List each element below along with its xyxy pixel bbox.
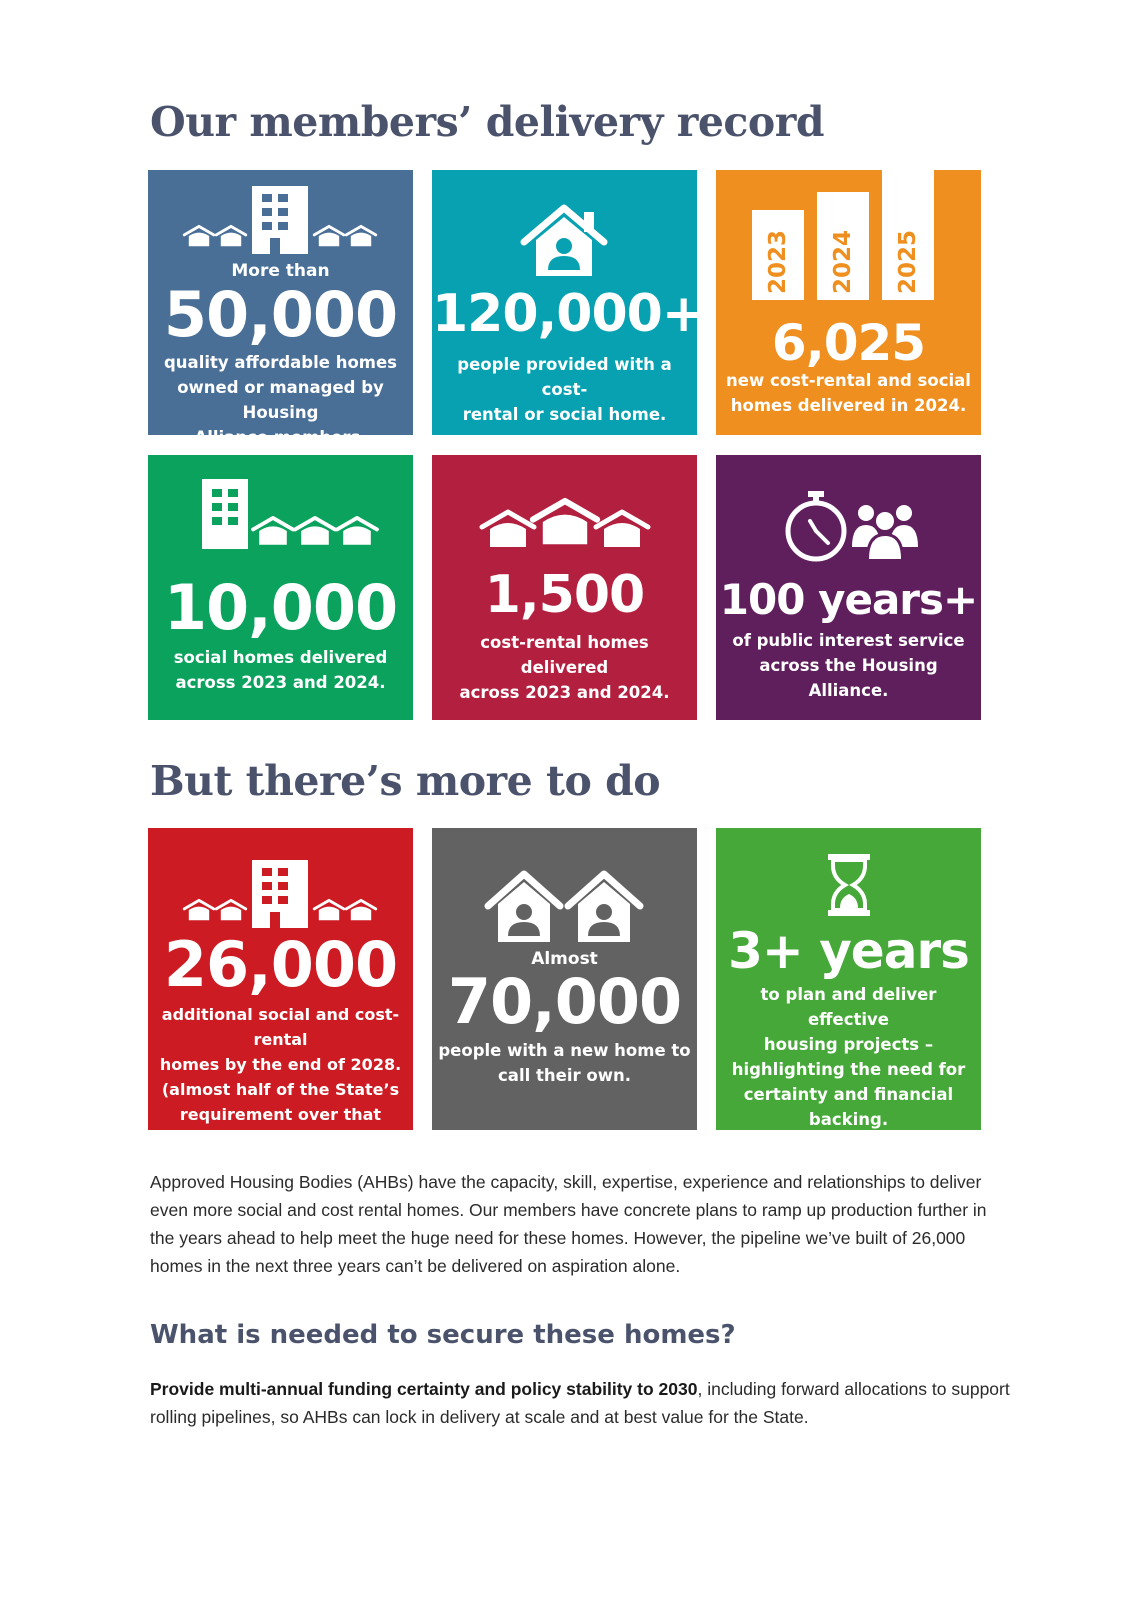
stat-tile-years-service — [716, 455, 981, 720]
stat-prefix: More than — [231, 261, 330, 281]
body-paragraph: Approved Housing Bodies (AHBs) have the capacity, skill, expertise, experience and relationships to deliver even more social and cost rental homes. Our members have concrete plans to ramp up production further in the years ahead to help meet the huge need for these homes. However, the pipeline we’ve built of 26,000 homes in the next three years can’t be delivered on aspiration alone. — [150, 1172, 987, 1276]
stat-value: 1,500 — [484, 565, 645, 625]
year-label: 2024 — [830, 229, 856, 295]
stat-value: 50,000 — [163, 278, 398, 351]
houses-and-apartment-icon — [148, 184, 413, 256]
stat-description: people with a new home to call their own. — [438, 1041, 691, 1085]
stat-tile-people-housed — [432, 170, 705, 435]
house-with-person-icon — [432, 204, 697, 278]
stat-description: to plan and deliver effective housing projects – highlighting the need for certainty and financial backing. — [731, 985, 966, 1129]
stat-description: new cost-rental and social homes delivered in 2024. — [726, 371, 971, 415]
year-label: 2023 — [765, 229, 791, 295]
stat-value: 26,000 — [163, 928, 398, 1001]
section-title-more-to-do: But there’s more to do — [150, 757, 661, 805]
recommendation-rest: , including forward allocations to support rolling pipelines, so AHBs can lock in delivery at scale and at best value for the State. — [150, 1379, 1010, 1427]
apartment-and-houses-icon — [148, 479, 413, 551]
stat-tile-planning-years — [716, 828, 981, 1130]
stopwatch-and-people-icon — [716, 489, 981, 563]
houses-and-apartment-icon — [148, 858, 413, 930]
stat-description: people provided with a cost- rental or social home. — [457, 355, 672, 424]
stat-tile-cost-rental — [432, 455, 697, 720]
stat-value: 10,000 — [163, 571, 398, 644]
stat-tile-homes-owned — [148, 170, 413, 447]
stat-tile-additional-homes — [148, 828, 413, 1149]
stat-tile-social-homes — [148, 455, 413, 720]
stat-description: cost-rental homes delivered across 2023 and 2024. — [459, 633, 670, 702]
stat-value: 3+ years — [728, 922, 969, 980]
three-houses-icon — [432, 491, 697, 555]
section-title-delivery-record: Our members’ delivery record — [150, 98, 825, 146]
stat-value: 100 years+ — [719, 575, 978, 624]
stat-value: 70,000 — [447, 965, 682, 1038]
two-houses-with-people-icon — [432, 870, 697, 944]
stat-tile-homes-2024 — [716, 170, 981, 435]
stat-value: 120,000+ — [432, 284, 705, 344]
stat-description: of public interest service across the Housing Alliance. — [732, 631, 965, 700]
recommendation-paragraph — [150, 1375, 1010, 1431]
stat-description: additional social and cost-rental homes by the end of 2028. (almost half of the State’s requirement over that period.) — [159, 1005, 402, 1149]
year-label: 2025 — [895, 229, 921, 295]
stat-description: quality affordable homes owned or managed by Housing Alliance members. — [164, 353, 397, 447]
hourglass-icon — [716, 852, 981, 918]
stat-tile-people-new-home — [432, 828, 697, 1130]
year-bars-icon — [716, 170, 981, 300]
recommendation-bold: Provide multi-annual funding certainty and policy stability to 2030 — [150, 1379, 698, 1399]
stat-prefix: Almost — [531, 949, 598, 969]
stat-value: 6,025 — [771, 314, 926, 372]
section-heading-needed: What is needed to secure these homes? — [150, 1320, 736, 1350]
stat-description: social homes delivered across 2023 and 2024. — [173, 648, 388, 692]
